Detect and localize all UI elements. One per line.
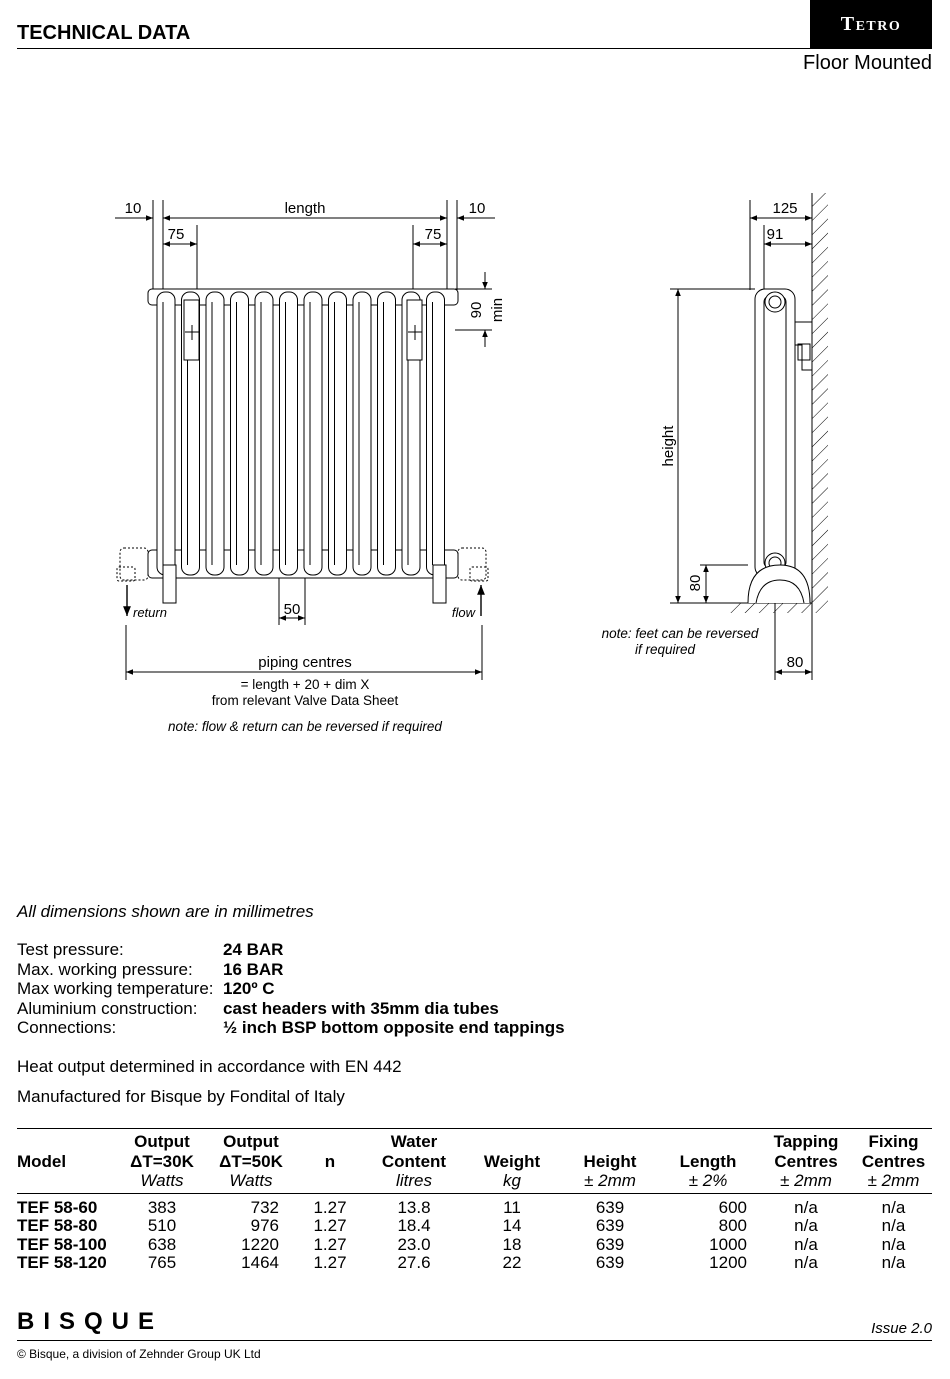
spec-label: Max. working pressure: [17,959,193,979]
column-header: ΔT=30K [130,1151,194,1171]
dim-top-clearance: 90 [468,301,485,319]
column-header-line-1 [659,1132,757,1152]
radiator-tube [280,292,298,575]
table-cell: n/a [881,1216,906,1235]
column-header: Content [381,1151,447,1171]
table-cell: 14 [502,1216,522,1235]
column-unit: ± 2mm [867,1171,920,1190]
radiator-tube [206,292,224,575]
bisque-logo: BISQUE [17,1308,164,1335]
table-cell: 18 [502,1234,522,1254]
model-cell: TEF 58-80 [17,1216,98,1235]
table-cell: 510 [147,1216,177,1235]
radiator-tube [304,292,322,575]
table-cell: n/a [881,1253,906,1272]
spec-value: 24 BAR [223,940,284,959]
column-header-line-1: Output [134,1132,190,1151]
column-unit: ± 2mm [780,1171,832,1190]
table-cell: 13.8 [397,1197,431,1217]
model-cell: TEF 58-100 [17,1234,107,1254]
page-subtitle: Floor Mounted [803,52,932,74]
column-unit: kg [503,1171,521,1190]
table-cell: 27.6 [397,1253,431,1272]
column-unit: Watts [140,1171,184,1190]
column-header: Model [17,1151,67,1171]
feet-note-line-1: note: feet can be reversed [601,626,759,641]
spec-row [17,998,499,1019]
table-cell: n/a [881,1197,906,1217]
table-cell: 1.27 [313,1234,347,1254]
dim-bottom: 50 [283,601,301,618]
column-header: ΔT=50K [219,1151,283,1171]
label-flow: flow [451,605,475,620]
column-header-line-1: Water [390,1132,438,1151]
spec-label: Connections: [17,1018,117,1037]
table-cell: 639 [595,1197,625,1217]
spec-value: cast headers with 35mm dia tubes [223,998,499,1018]
radiator-tube [255,292,273,575]
dim-right-inset: 75 [424,226,442,243]
table-row [17,1236,932,1255]
label-return: return [133,605,167,620]
column-header-line-1 [463,1132,561,1152]
table-row [17,1191,932,1218]
table-cell: n/a [881,1234,906,1254]
front-view [115,200,495,680]
model-data-table [17,1132,932,1273]
spec-row [17,979,275,999]
copyright: © Bisque, a division of Zehnder Group UK Ltd [17,1347,261,1361]
table-cell: 383 [147,1197,177,1217]
flow-return-note: note: flow & return can be reversed if required [168,719,442,734]
heat-output-note: Heat output determined in accordance with EN 442 [17,1057,402,1076]
column-header: n [324,1151,336,1171]
radiator-tube [378,292,396,575]
column-header-line-1 [295,1132,365,1152]
table-cell: 1.27 [313,1253,347,1272]
issue-label: Issue 2.0 [871,1320,932,1337]
column-header: Height [583,1151,637,1171]
table-cell: n/a [794,1234,818,1254]
table-cell: 638 [147,1234,177,1254]
column-header-line-1: Tapping [773,1132,839,1151]
spec-label: Max working temperature: [17,979,214,998]
table-cell: 1.27 [313,1216,347,1235]
table-cell: n/a [794,1197,818,1217]
spec-row [17,1018,565,1038]
footer-rule [17,1340,932,1341]
column-header-line-1: Output [223,1132,279,1151]
spec-row [17,940,284,960]
table-cell: 639 [595,1234,625,1254]
piping-formula-line-2: from relevant Valve Data Sheet [211,693,399,708]
dim-foot-height: 80 [687,574,704,592]
radiator-tube [353,292,371,575]
table-top-rule [17,1128,932,1129]
column-unit: ± 2% [688,1171,728,1190]
column-header-line-1 [17,1132,117,1152]
table-row [17,1254,932,1273]
table-row [17,1217,932,1236]
side-view [670,193,828,680]
dim-inner-depth: 91 [766,226,784,243]
dim-height: height [660,425,677,467]
table-cell: 1.27 [313,1197,347,1217]
table-cell: 639 [595,1253,625,1272]
radiator-tube [157,292,175,575]
spec-value: 120º C [223,979,275,998]
column-unit [295,1171,365,1191]
dim-right-offset: 10 [468,200,486,217]
piping-centres-label: piping centres [258,654,352,671]
table-cell: 765 [147,1253,177,1272]
table-cell: 976 [250,1216,279,1235]
spec-label: Test pressure: [17,940,124,959]
table-cell: 800 [718,1216,747,1235]
radiator-tube [427,292,445,575]
column-unit: litres [396,1171,432,1190]
dim-left-offset: 10 [124,200,142,217]
column-unit [17,1171,117,1191]
dim-left-inset: 75 [167,226,185,243]
table-cell: n/a [794,1253,818,1272]
table-cell: 11 [503,1197,521,1217]
table-cell: 23.0 [397,1234,431,1254]
dim-top-note: min [489,297,506,323]
column-unit: ± 2mm [584,1171,636,1190]
brand-name: Tetro [840,12,902,35]
dim-depth: 125 [772,200,798,217]
table-cell: n/a [794,1216,818,1235]
manufacturer-note: Manufactured for Bisque by Fondital of Italy [17,1087,345,1106]
table-cell: 1464 [241,1253,279,1272]
table-cell: 600 [718,1197,747,1217]
model-cell: TEF 58-60 [17,1197,98,1217]
piping-formula-line-1: = length + 20 + dim X [240,677,370,692]
model-cell: TEF 58-120 [17,1253,107,1272]
table-cell: 639 [595,1216,625,1235]
table-cell: 22 [502,1253,522,1272]
column-header: Weight [483,1151,541,1171]
spec-value: 16 BAR [223,959,284,979]
column-header-line-1 [561,1132,659,1152]
table-cell: 1000 [709,1234,747,1254]
table-cell: 1220 [241,1234,279,1254]
table-cell: 1200 [709,1253,747,1272]
dim-length: length [284,200,326,217]
dimensions-note: All dimensions shown are in millimetres [17,902,314,921]
spec-value: ½ inch BSP bottom opposite end tappings [223,1018,565,1037]
page-title: TECHNICAL DATA [17,22,191,44]
radiator-tube [329,292,347,575]
column-unit: Watts [229,1171,273,1190]
table-cell: 732 [250,1197,279,1217]
column-header-line-1: Fixing [868,1132,919,1151]
radiator-tube [231,292,249,575]
table-header-rule [17,1193,932,1194]
column-header: Centres [774,1151,838,1171]
spec-label: Aluminium construction: [17,998,198,1018]
feet-note-line-2: if required [634,642,696,657]
spec-row [17,959,284,980]
dim-foot-width: 80 [786,654,804,671]
table-cell: 18.4 [397,1216,431,1235]
column-header: Length [679,1151,737,1171]
column-header: Centres [861,1151,926,1171]
